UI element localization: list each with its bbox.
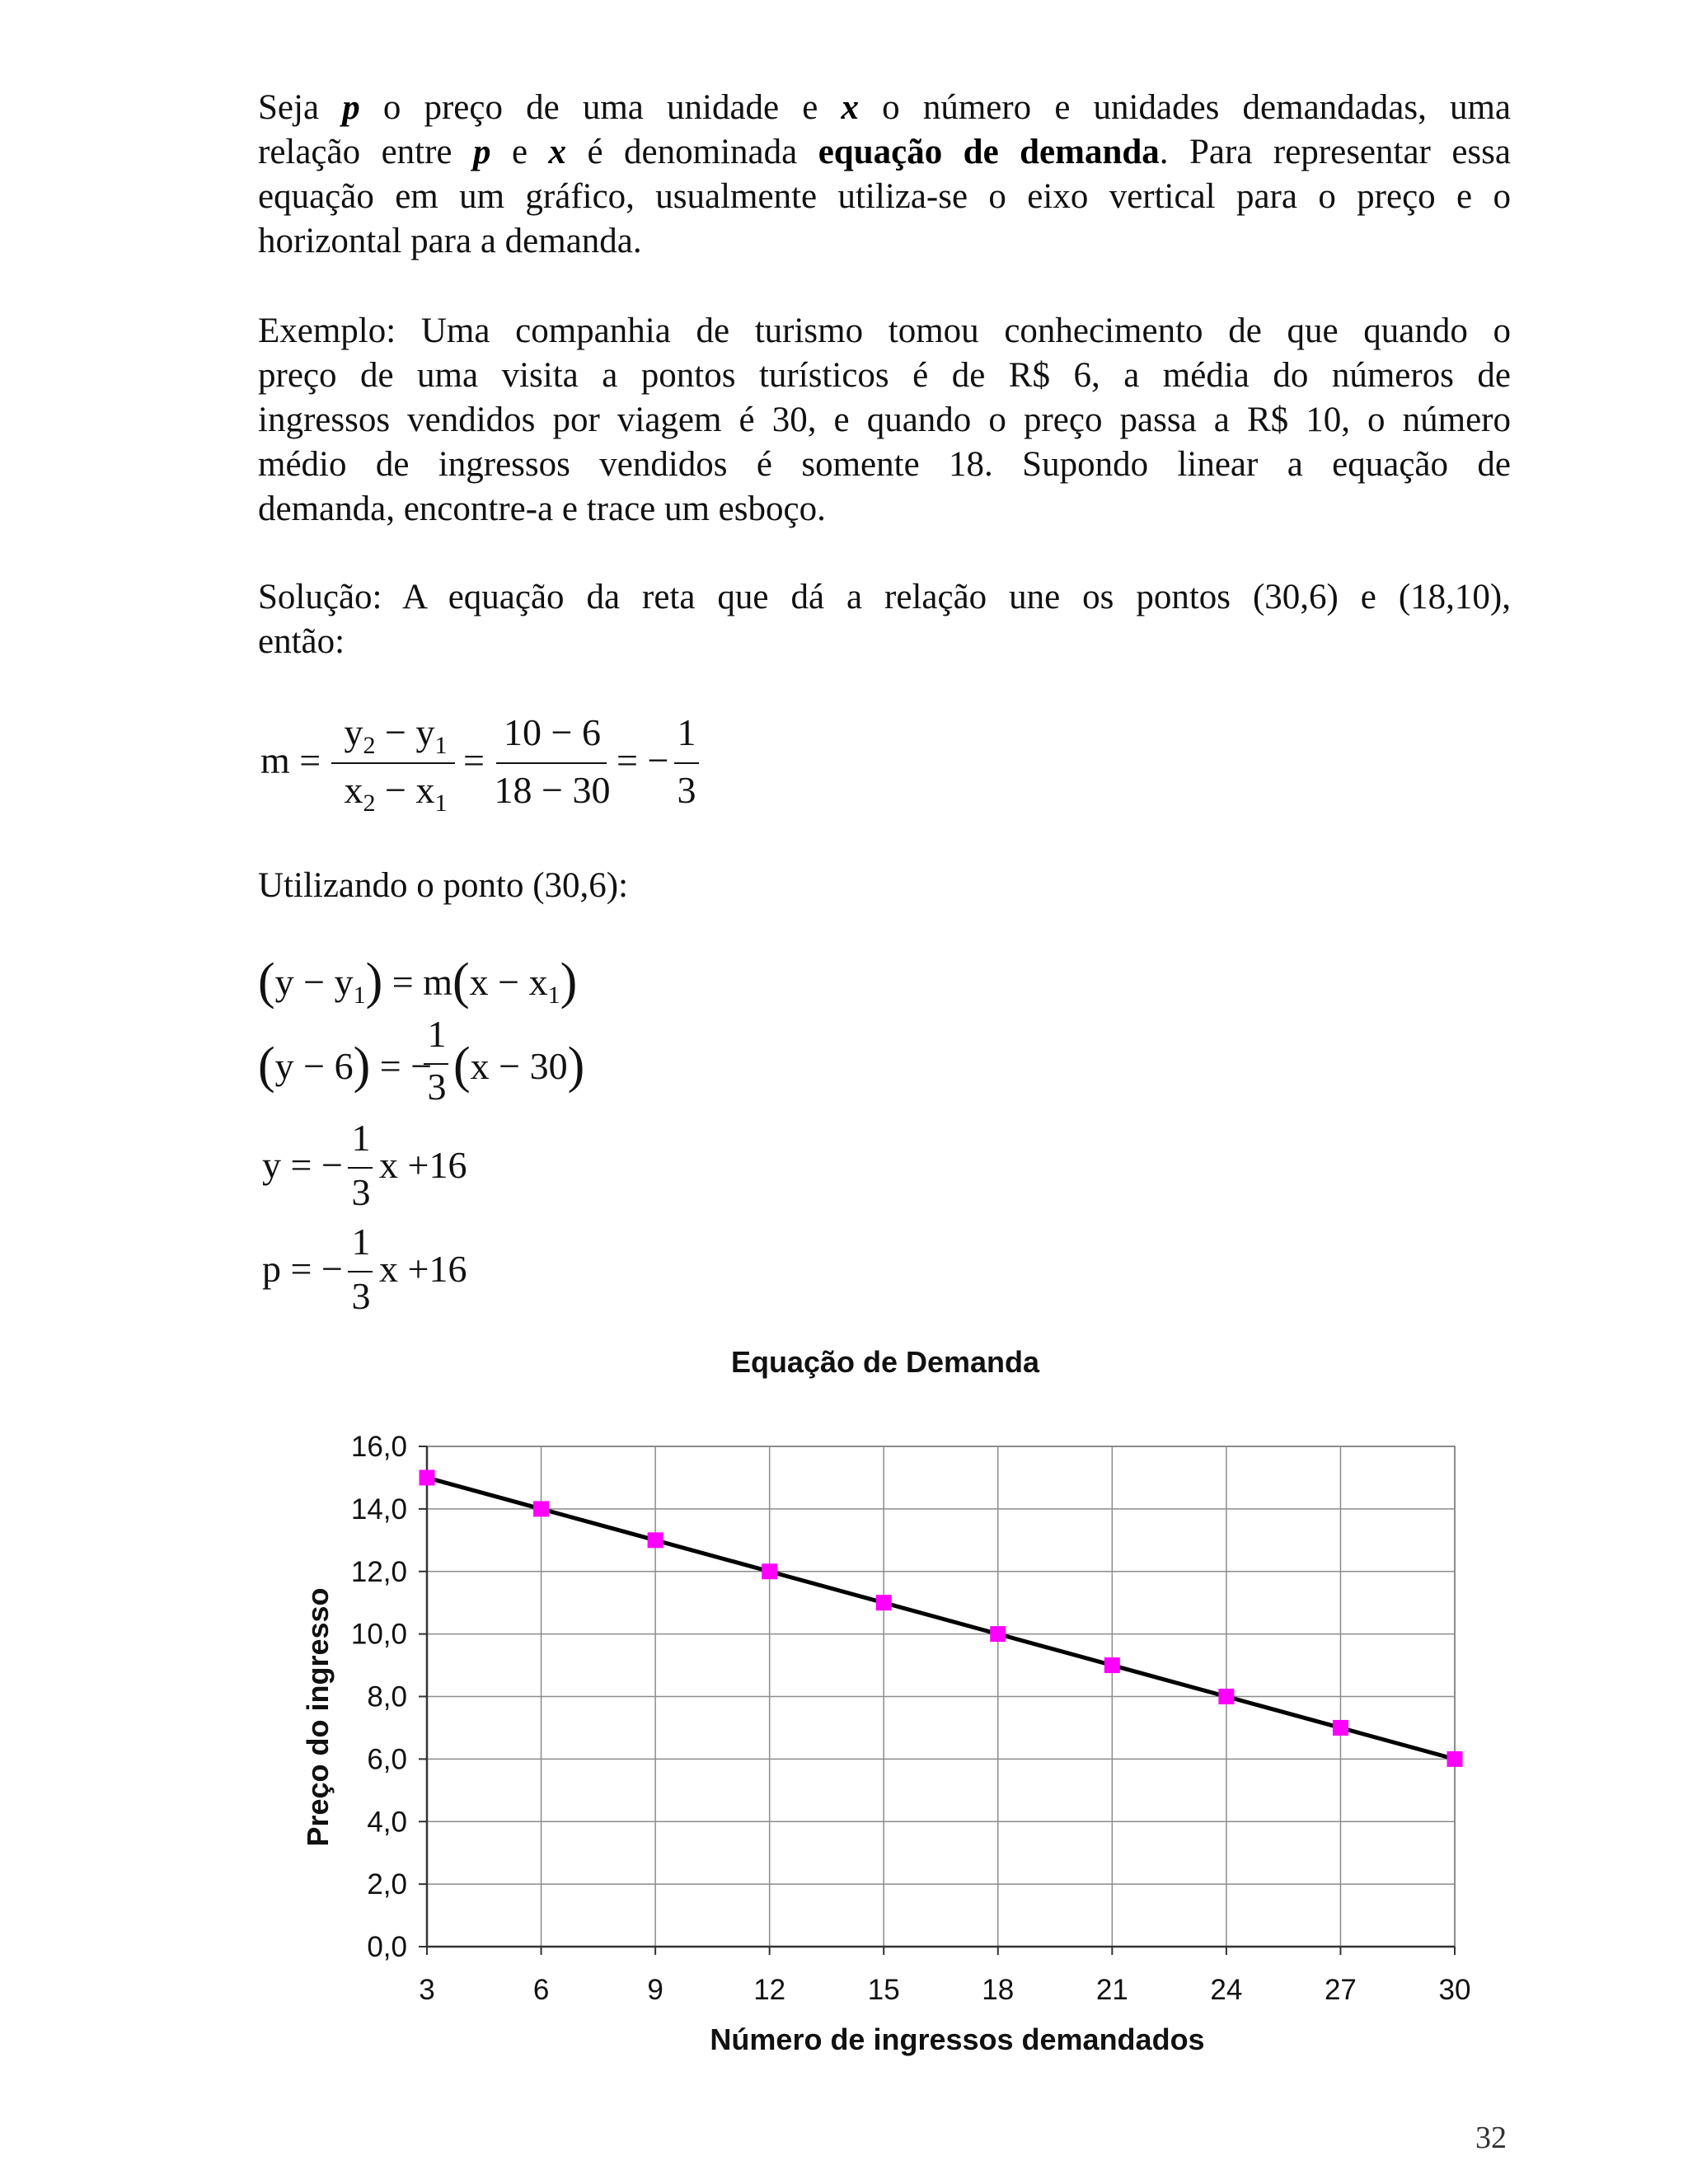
x-tick-label: 3 bbox=[419, 1974, 435, 2006]
intro-line-3: equação em um gráfico, usualmente utiliza-se o eixo vertical para o preço e o bbox=[258, 177, 1511, 216]
x-tick-label: 21 bbox=[1095, 1974, 1128, 2006]
slope-den-2: 18 − 30 bbox=[494, 769, 611, 811]
x-tick-label: 27 bbox=[1324, 1974, 1357, 2006]
data-point-marker bbox=[876, 1596, 891, 1610]
step-1-equation: $(y - y_1) = m(x - x_1)$ bbox=[258, 954, 578, 1010]
y-tick-label: 2,0 bbox=[367, 1868, 407, 1901]
chart-title: Equação de Demanda bbox=[730, 1345, 1040, 1379]
solution-line-2: então: bbox=[258, 622, 345, 661]
var-x: x bbox=[548, 133, 567, 171]
example-line-4: médio de ingressos vendidos é somente 18. Supondo linear a equação de bbox=[258, 445, 1511, 484]
text: o número e unidades demandadas, uma bbox=[859, 88, 1512, 127]
step-3-den: 3 bbox=[351, 1171, 371, 1213]
slope-num-1: $y_2 - y_1$ bbox=[344, 711, 448, 759]
example-line-5: demanda, encontre-a e trace um esboço. bbox=[258, 490, 826, 528]
x-tick-label: 24 bbox=[1210, 1974, 1243, 2006]
var-p: p bbox=[342, 88, 360, 127]
slope-den-3: 3 bbox=[677, 769, 696, 811]
x-tick-label: 15 bbox=[867, 1974, 900, 2006]
var-x: x bbox=[841, 88, 860, 127]
step-2-left: (y − 6) = − bbox=[258, 1038, 433, 1094]
equals-sign: = bbox=[463, 739, 485, 781]
data-point-marker bbox=[1333, 1720, 1348, 1735]
var-p: p bbox=[473, 133, 491, 171]
text: relação entre bbox=[258, 133, 473, 171]
data-point-marker bbox=[1219, 1690, 1234, 1704]
y-tick-label: 14,0 bbox=[350, 1493, 407, 1526]
y-tick-label: 16,0 bbox=[350, 1431, 407, 1463]
step-3-left: y = − bbox=[262, 1144, 343, 1186]
x-tick-label: 18 bbox=[982, 1974, 1015, 2006]
data-point-marker bbox=[534, 1502, 549, 1516]
page-number: 32 bbox=[1475, 2121, 1507, 2155]
data-point-marker bbox=[1104, 1658, 1119, 1673]
bold-term: equação de demanda bbox=[818, 133, 1160, 171]
step-4-left: p = − bbox=[262, 1248, 343, 1290]
step-4-num: 1 bbox=[351, 1221, 371, 1263]
step-2-right: (x − 30) bbox=[453, 1038, 585, 1094]
step-2-den: 3 bbox=[427, 1066, 447, 1108]
x-axis-label: Número de ingressos demandados bbox=[710, 2022, 1205, 2056]
text: . Para representar essa bbox=[1159, 133, 1511, 171]
example-line-1: Exemplo: Uma companhia de turismo tomou conhecimento de que quando o bbox=[258, 312, 1511, 350]
example-line-2: preço de uma visita a pontos turísticos é de R$ 6, a média do números de bbox=[258, 356, 1511, 395]
slope-num-3: 1 bbox=[677, 711, 696, 753]
example-line-3: ingressos vendidos por viagem é 30, e quando o preço passa a R$ 10, o número bbox=[258, 401, 1511, 439]
slope-den-1: $x_2 - x_1$ bbox=[344, 769, 448, 817]
using-point-text: Utilizando o ponto (30,6): bbox=[258, 866, 629, 905]
data-point-marker bbox=[1447, 1751, 1462, 1766]
x-tick-label: 30 bbox=[1438, 1974, 1471, 2006]
text: o preço de uma unidade e bbox=[359, 88, 842, 127]
step-3-num: 1 bbox=[351, 1117, 371, 1159]
solution-line-1: Solução: A equação da reta que dá a relação une os pontos (30,6) e (18,10), bbox=[258, 578, 1511, 616]
text: Seja bbox=[258, 88, 343, 127]
y-tick-label: 10,0 bbox=[350, 1618, 407, 1651]
y-axis-label: Preço do ingresso bbox=[301, 1587, 335, 1847]
intro-line-4: horizontal para a demanda. bbox=[258, 222, 642, 260]
slope-m: m = bbox=[260, 739, 321, 781]
y-tick-label: 8,0 bbox=[367, 1680, 407, 1713]
y-tick-label: 0,0 bbox=[367, 1931, 407, 1963]
step-2-num: 1 bbox=[427, 1013, 447, 1055]
data-point-marker bbox=[648, 1533, 663, 1548]
x-tick-label: 12 bbox=[753, 1974, 786, 2006]
y-tick-label: 12,0 bbox=[350, 1555, 407, 1588]
step-4-right: x +16 bbox=[379, 1248, 467, 1290]
x-tick-label: 9 bbox=[647, 1974, 663, 2006]
text: é denominada bbox=[566, 133, 818, 171]
data-point-marker bbox=[991, 1627, 1006, 1642]
step-4-den: 3 bbox=[351, 1275, 371, 1317]
y-tick-label: 4,0 bbox=[367, 1806, 407, 1839]
equals-minus: = − bbox=[617, 739, 669, 781]
step-3-right: x +16 bbox=[379, 1144, 467, 1186]
data-point-marker bbox=[762, 1564, 777, 1579]
slope-num-2: 10 − 6 bbox=[504, 711, 601, 753]
data-point-marker bbox=[420, 1470, 434, 1485]
x-tick-label: 6 bbox=[532, 1974, 550, 2006]
text: e bbox=[490, 133, 549, 171]
y-tick-label: 6,0 bbox=[367, 1743, 407, 1776]
